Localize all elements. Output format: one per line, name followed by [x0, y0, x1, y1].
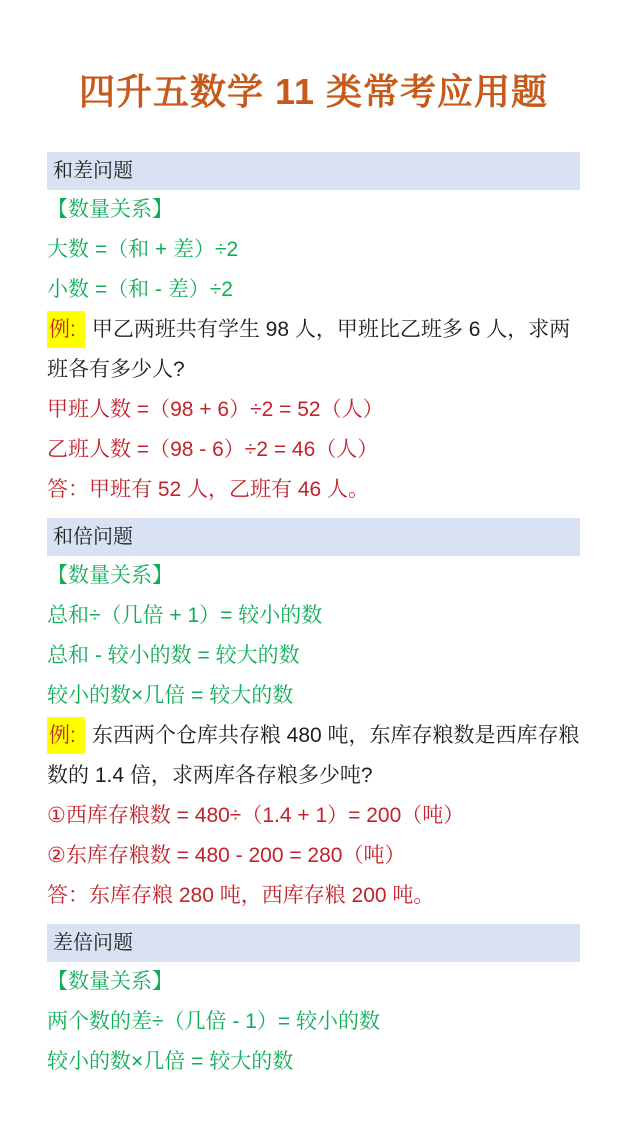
relation-label: 【数量关系】 — [47, 970, 173, 993]
answer-line: 答：甲班有 52 人，乙班有 46 人。 — [47, 478, 370, 501]
section-header: 和倍问题 — [47, 518, 580, 556]
section-sum-difference — [47, 152, 580, 510]
solution-line: 乙班人数 =（98 - 6）÷2 = 46（人） — [47, 438, 379, 461]
relation-label: 【数量关系】 — [47, 564, 173, 587]
answer-line: 答：东库存粮 280 吨，西库存粮 200 吨。 — [47, 884, 435, 907]
formula: 总和÷（几倍 + 1）= 较小的数 — [47, 604, 323, 627]
page-title: 四升五数学 11 类常考应用题 — [78, 71, 549, 112]
formula: 小数 =（和 - 差）÷2 — [47, 278, 233, 301]
section-sum-multiple — [47, 518, 580, 916]
formula: 两个数的差÷（几倍 - 1）= 较小的数 — [47, 1010, 380, 1033]
section-header: 差倍问题 — [47, 924, 580, 962]
example-paragraph — [47, 310, 580, 390]
relation-label: 【数量关系】 — [47, 198, 173, 221]
example-text: 东西两个仓库共存粮 480 吨，东库存粮数是西库存粮数的 1.4 倍，求两库各存粮多少吨? — [47, 724, 580, 787]
section-difference-multiple — [47, 924, 580, 1082]
example-text: 甲乙两班共有学生 98 人，甲班比乙班多 6 人，求两班各有多少人? — [47, 318, 571, 381]
example-label: 例: — [47, 311, 85, 348]
formula: 较小的数×几倍 = 较大的数 — [47, 684, 294, 707]
solution-line: 甲班人数 =（98 + 6）÷2 = 52（人） — [47, 398, 384, 421]
section-header: 和差问题 — [47, 152, 580, 190]
solution-line: ①西库存粮数 = 480÷（1.4 + 1）= 200（吨） — [47, 804, 465, 827]
example-label: 例: — [47, 717, 85, 754]
formula: 大数 =（和 + 差）÷2 — [47, 238, 239, 261]
example-paragraph — [47, 716, 580, 796]
solution-line: ②东库存粮数 = 480 - 200 = 280（吨） — [47, 844, 406, 867]
formula: 总和 - 较小的数 = 较大的数 — [47, 644, 300, 667]
formula: 较小的数×几倍 = 较大的数 — [47, 1050, 294, 1073]
